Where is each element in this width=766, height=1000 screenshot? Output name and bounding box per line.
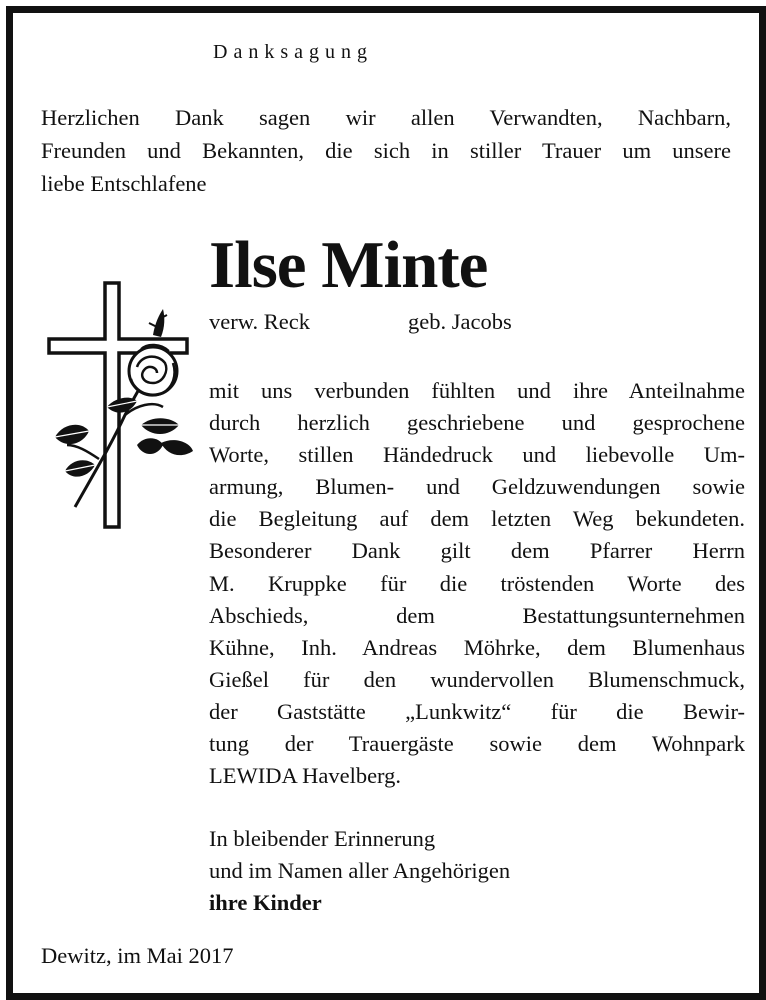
- cross-with-rose-icon: [41, 275, 201, 537]
- widowed-name: verw. Reck: [209, 309, 310, 334]
- birth-name: geb. Jacobs: [408, 309, 512, 334]
- notice-frame: [6, 6, 766, 1000]
- intro-paragraph: [41, 101, 731, 200]
- body-line: der Gaststätte „Lunkwitz“ für die Bewir-: [209, 698, 745, 724]
- intro-line: Herzlichen Dank sagen wir allen Verwandten, Nachbarn,: [41, 105, 731, 130]
- place-date: Dewitz, im Mai 2017: [41, 943, 234, 968]
- notice-heading: Danksagung: [213, 41, 373, 63]
- deceased-name: Ilse Minte: [209, 228, 488, 302]
- body-line: Worte, stillen Händedruck und liebevolle Um-: [209, 442, 745, 468]
- body-line: die Begleitung auf dem letzten Weg bekundeten.: [209, 506, 745, 532]
- body-line: Besonderer Dank gilt dem Pfarrer Herrn: [209, 538, 745, 564]
- signature: ihre Kinder: [209, 890, 322, 915]
- intro-line: Freunden und Bekannten, die sich in stiller Trauer um unsere: [41, 138, 731, 163]
- body-line: Abschieds, dem Bestattungsunternehmen: [209, 602, 745, 628]
- body-line: Kühne, Inh. Andreas Möhrke, dem Blumenhaus: [209, 634, 745, 660]
- body-line: LEWIDA Havelberg.: [209, 763, 402, 789]
- body-line: mit uns verbunden fühlten und ihre Anteilnahme: [209, 378, 745, 403]
- body-line: Gießel für den wundervollen Blumenschmuck,: [209, 666, 745, 692]
- body-line: tung der Trauergäste sowie dem Wohnpark: [209, 731, 745, 757]
- body-line: durch herzlich geschriebene und gesprochene: [209, 410, 745, 436]
- closing-line: und im Namen aller Angehörigen: [209, 858, 511, 883]
- body-line: M. Kruppke für die tröstenden Worte des: [209, 570, 745, 596]
- closing-line: In bleibender Erinnerung: [209, 826, 436, 851]
- closing-block: [209, 823, 510, 919]
- body-paragraph: [209, 375, 745, 792]
- intro-line: liebe Entschlafene: [41, 171, 207, 196]
- body-line: armung, Blumen- und Geldzuwendungen sowie: [209, 474, 745, 500]
